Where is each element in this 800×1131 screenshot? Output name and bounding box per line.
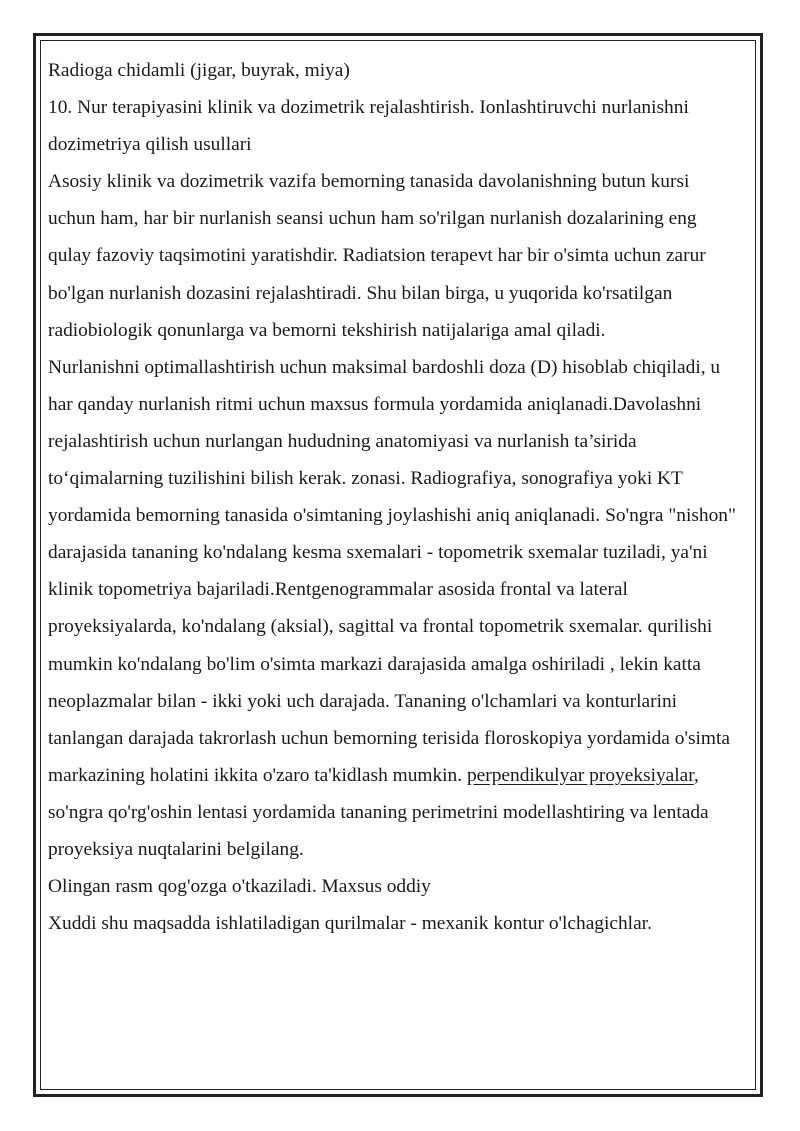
paragraph-3: Olingan rasm qog'ozga o'tkaziladi. Maxsus oddiy <box>48 876 431 898</box>
paragraph-2-text-after-link: , so'ngra qo'rg'oshin lentasi yordamida tananing perimetrini modellashtiring va lentada proyeksiya nuqtalarini belgilang. <box>48 764 709 860</box>
paragraph-2 <box>48 349 738 868</box>
paragraph-2-text-before-link: Nurlanishni optimallashtirish uchun maksimal bardoshli doza (D) hisoblab chiqiladi, u har qanday nurlanish ritmi uchun maxsus formula yordamida aniqlanadi.Davolashni rejalashtirish uchun nurlangan hududning anatomiyasi va nurlanish ta’sirida to‘qimalarning tuzilishini bilish kerak. zonasi. Radiografiya, sonografiya yoki KT yordamida bemorning tanasida o'simtaning joylashishi aniq aniqlanadi. So'ngra "nishon" darajasida tananing ko'ndalang kesma sxemalari - topometrik sxemalar tuziladi, ya'ni klinik topometriya bajariladi.Rentgenogrammalar asosida frontal va lateral proyeksiyalarda, ko'ndalang (aksial), sagittal va frontal topometrik sxemalar. qurilishi mumkin ko'ndalang bo'lim o'simta markazi darajasida amalga oshiriladi , lekin katta neoplazmalar bilan - ikki yoki uch darajada. Tananing o'lchamlari va konturlarini tanlangan darajada takrorlash uchun bemorning terisida floroskopiya yordamida o'simta markazining holatini ikkita o'zaro ta'kidlash mumkin. <box>48 356 736 786</box>
document-body <box>48 52 738 942</box>
heading-line: Radioga chidamli (jigar, buyrak, miya) <box>48 60 350 81</box>
perpendicular-projections-link[interactable]: perpendikulyar proyeksiyalar <box>466 764 694 786</box>
paragraph-1: Asosiy klinik va dozimetrik vazifa bemorning tanasida davolanishning butun kursi uchun ham, har bir nurlanish seansi uchun ham so'rilgan nurlanish dozalarining eng qulay fazoviy taqsimotini yaratishdir. Radiatsion terapevt har bir o'simta uchun zarur bo'lgan nurlanish dozasini rejalashtiradi. Shu bilan birga, u yuqorida ko'rsatilgan radiobiologik qonunlarga va bemorni tekshirish natijalariga amal qiladi. <box>48 171 706 341</box>
paragraph-4: Xuddi shu maqsadda ishlatiladigan qurilmalar - mexanik kontur o'lchagichlar. <box>48 913 652 935</box>
section-title: 10. Nur terapiyasini klinik va dozimetrik rejalashtirish. Ionlashtiruvchi nurlanishni dozimetriya qilish usullari <box>48 97 689 156</box>
